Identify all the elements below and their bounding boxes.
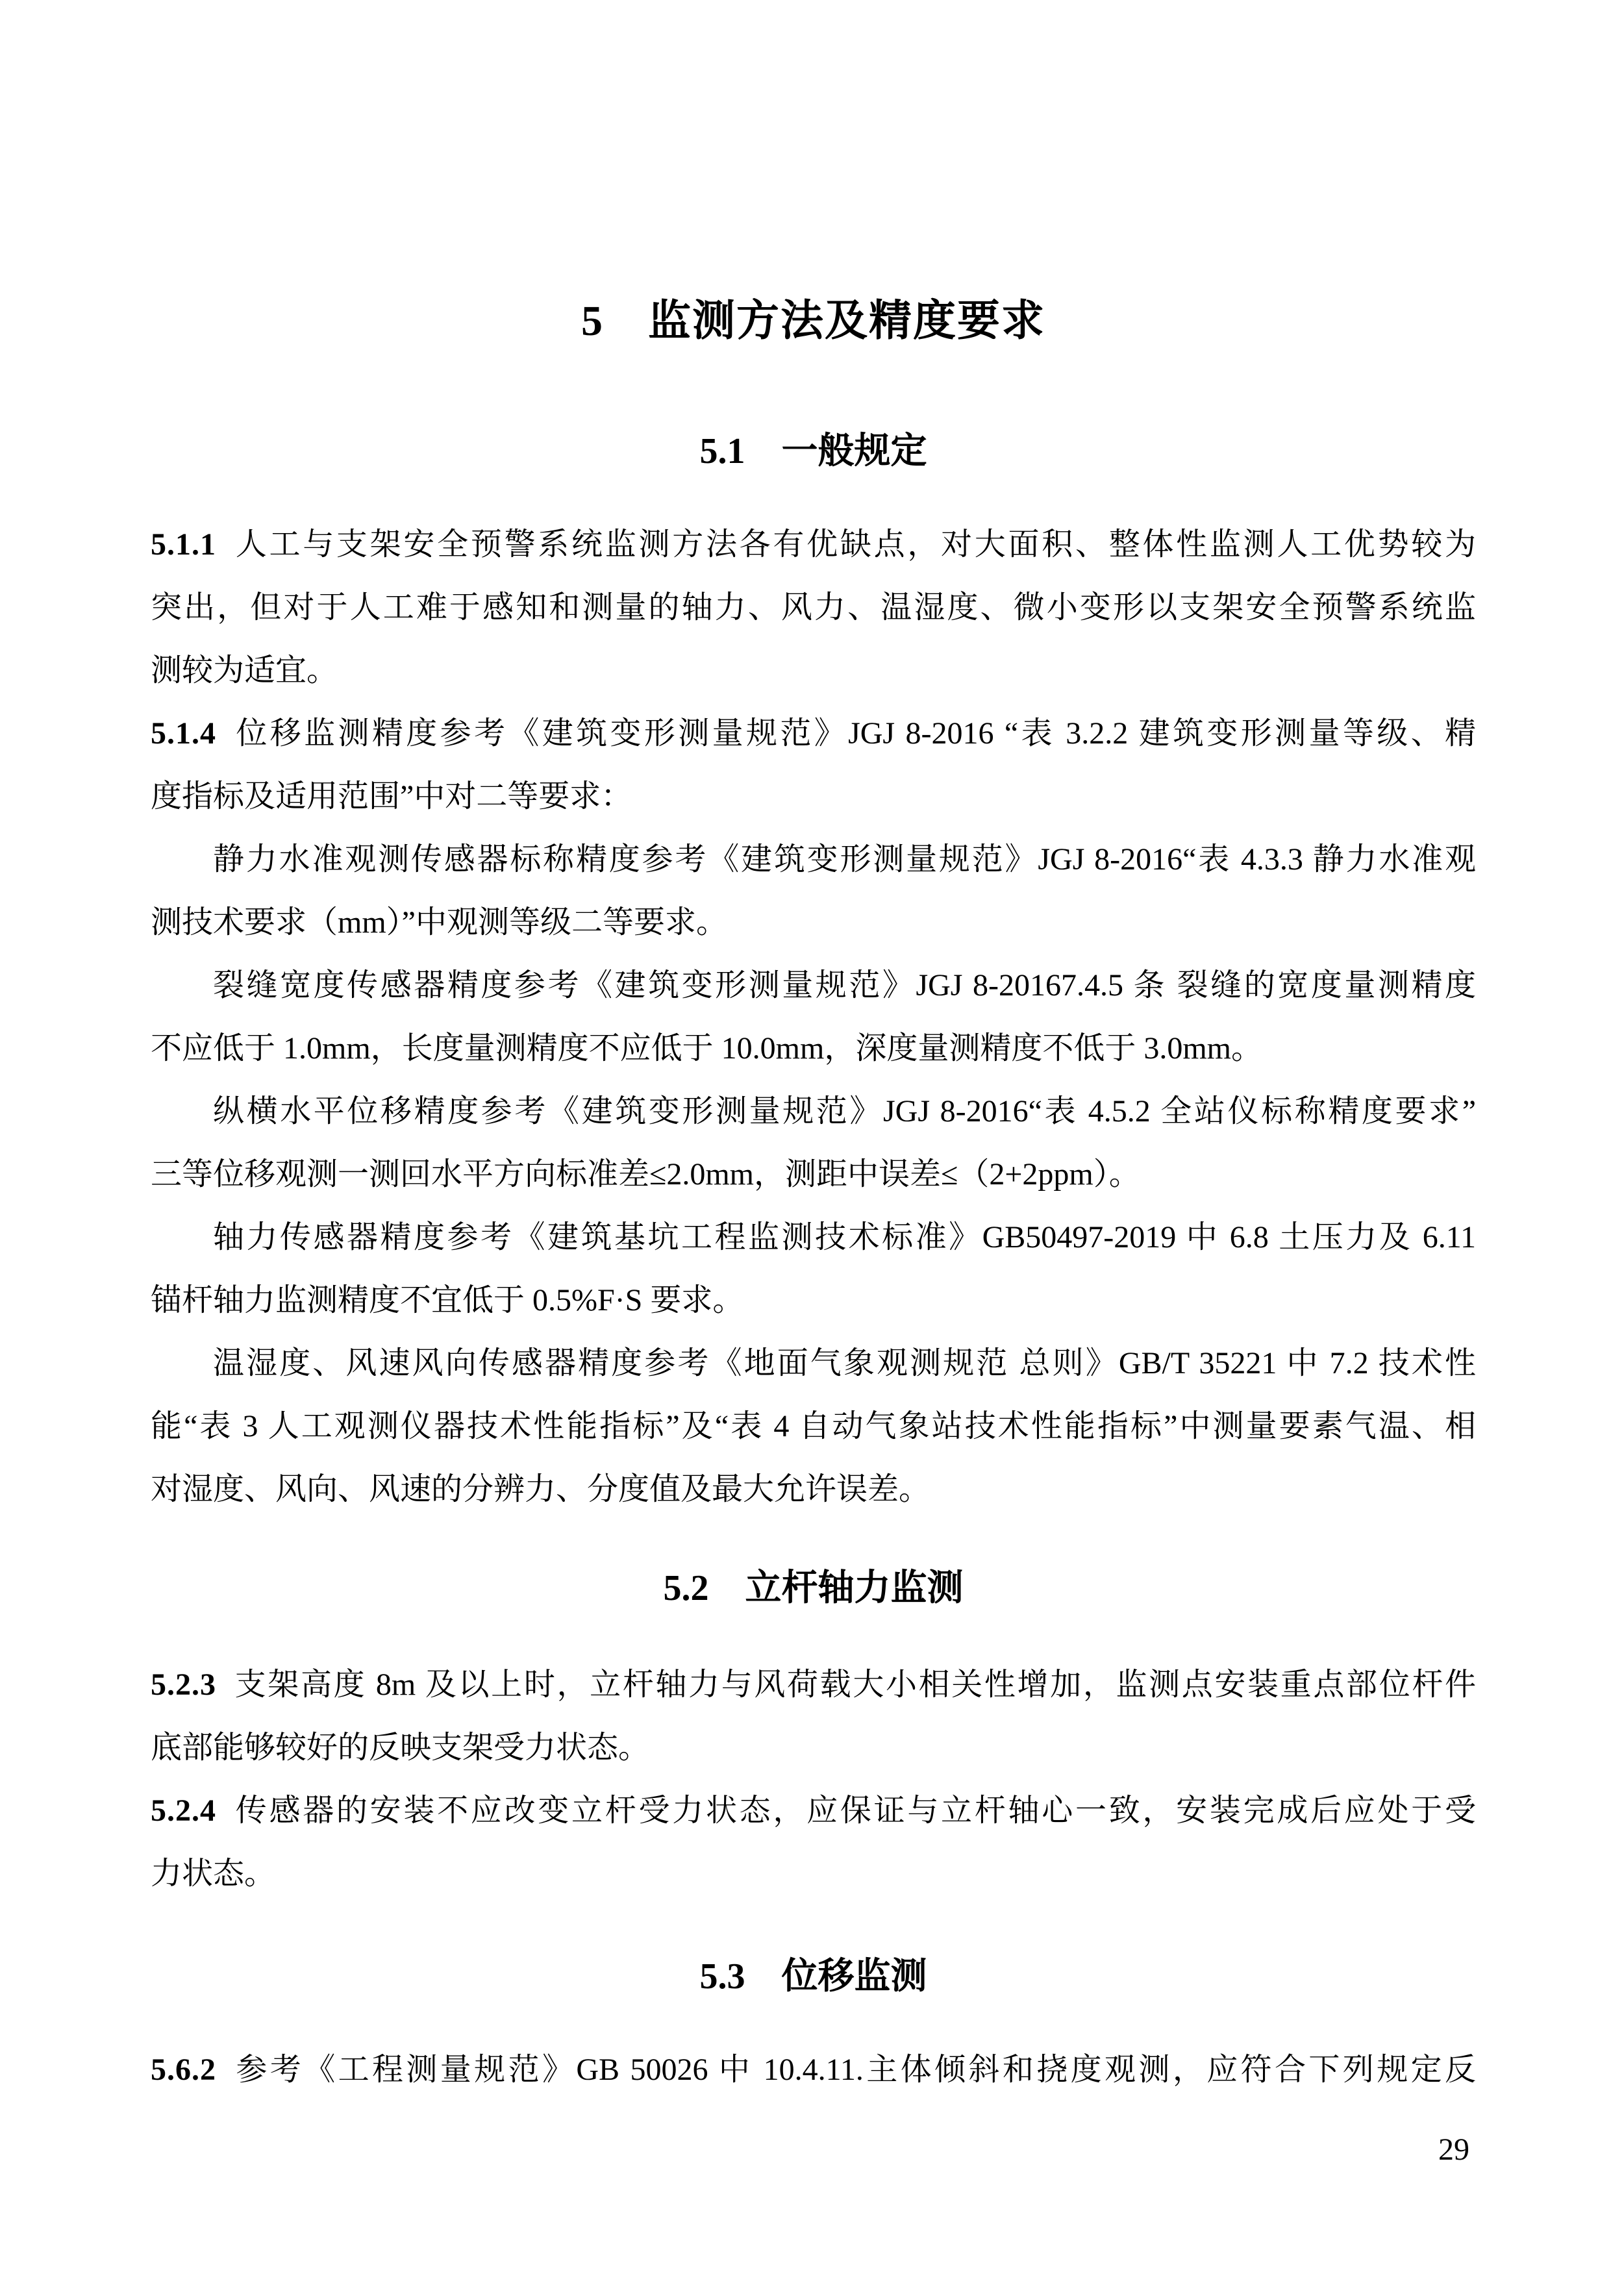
clause-number: 5.1.4 — [151, 716, 216, 751]
text-line: 不应低于 1.0mm，长度量测精度不应低于 10.0mm，深度量测精度不低于 3.0mm。 — [151, 1031, 1263, 1066]
section-heading: 5.3 位移监测 — [699, 1956, 927, 1997]
clause-number: 5.2.4 — [151, 1793, 216, 1828]
body-blocks — [151, 425, 1476, 2101]
paragraph — [151, 2038, 1476, 2101]
text-line: 测技术要求（mm）”中观测等级二等要求。 — [151, 905, 727, 940]
text-line: 静力水准观测传感器标称精度参考《建筑变形测量规范》JGJ 8-2016“表 4.3.3 静力水准观 — [213, 842, 1476, 877]
page-number: 29 — [1438, 2132, 1469, 2167]
paragraph — [151, 513, 1476, 702]
text-line: 5.1.4 位移监测精度参考《建筑变形测量规范》JGJ 8-2016 “表 3.2.2 建筑变形测量等级、精 — [151, 716, 1476, 751]
text-line: 轴力传感器精度参考《建筑基坑工程监测技术标准》GB50497-2019 中 6.8 土压力及 6.11 — [213, 1220, 1476, 1254]
text-line: 纵横水平位移精度参考《建筑变形测量规范》JGJ 8-2016“表 4.5.2 全站仪标称精度要求” — [213, 1094, 1476, 1129]
page-content — [151, 0, 1476, 2169]
text-line: 锚杆轴力监测精度不宜低于 0.5%F·S 要求。 — [151, 1283, 744, 1317]
paragraph — [151, 828, 1476, 954]
paragraph — [151, 1206, 1476, 1332]
paragraph — [151, 954, 1476, 1080]
text-line: 测较为适宜。 — [151, 653, 338, 688]
text-line: 力状态。 — [151, 1856, 276, 1891]
clause-number: 5.2.3 — [151, 1667, 216, 1702]
text-line: 5.6.2 参考《工程测量规范》GB 50026 中 10.4.11.主体倾斜和挠度观测，应符合下列规定反 — [151, 2053, 1476, 2087]
paragraph — [151, 1080, 1476, 1206]
text-line: 能“表 3 人工观测仪器技术性能指标”及“表 4 自动气象站技术性能指标”中测量要素气温、相 — [151, 1409, 1476, 1443]
text-line: 对湿度、风向、风速的分辨力、分度值及最大允许误差。 — [151, 1472, 931, 1506]
text-line: 度指标及适用范围”中对二等要求： — [151, 779, 632, 814]
text-line: 三等位移观测一测回水平方向标准差≤2.0mm，测距中误差≤（2+2ppm）。 — [151, 1157, 1140, 1192]
text-line: 突出，但对于人工难于感知和测量的轴力、风力、温湿度、微小变形以支架安全预警系统监 — [151, 590, 1476, 625]
section-heading: 5.1 一般规定 — [699, 431, 927, 471]
paragraph — [151, 1779, 1476, 1905]
clause-number: 5.1.1 — [151, 527, 216, 562]
section-heading: 5.2 立杆轴力监测 — [663, 1568, 964, 1608]
text-line: 5.1.1 人工与支架安全预警系统监测方法各有优缺点，对大面积、整体性监测人工优势较为 — [151, 527, 1476, 562]
text-line: 裂缝宽度传感器精度参考《建筑变形测量规范》JGJ 8-20167.4.5 条 裂缝的宽度量测精度 — [213, 968, 1476, 1003]
paragraph — [151, 1653, 1476, 1779]
paragraph — [151, 702, 1476, 828]
text-line: 温湿度、风速风向传感器精度参考《地面气象观测规范 总则》GB/T 35221 中 7.2 技术性 — [213, 1346, 1476, 1380]
text-line: 5.2.3 支架高度 8m 及以上时，立杆轴力与风荷载大小相关性增加，监测点安装重点部位杆件 — [151, 1667, 1476, 1702]
chapter-title: 5 监测方法及精度要求 — [581, 297, 1045, 345]
clause-number: 5.6.2 — [151, 2053, 216, 2087]
paragraph — [151, 1332, 1476, 1521]
text-line: 底部能够较好的反映支架受力状态。 — [151, 1730, 650, 1765]
text-line: 5.2.4 传感器的安装不应改变立杆受力状态，应保证与立杆轴心一致，安装完成后应处于受 — [151, 1793, 1476, 1828]
